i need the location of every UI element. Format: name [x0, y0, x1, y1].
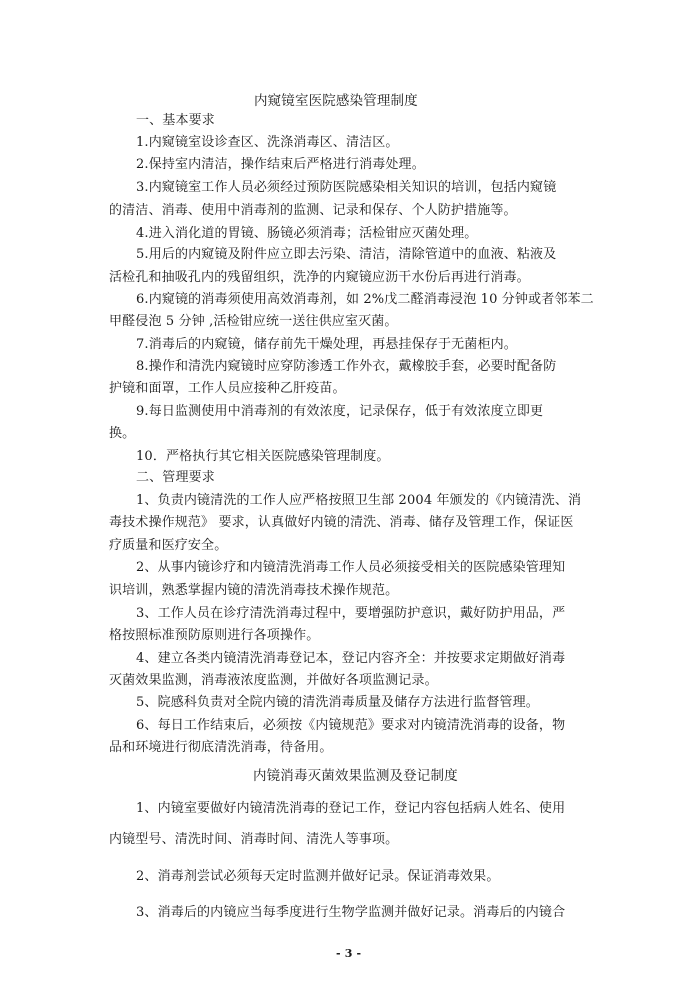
section-heading: 一、基本要求 — [136, 113, 215, 128]
paragraph-line: 毒技术操作规范》 要求，认真做好内镜的清洗、消毒、储存及管理工作，保证医 — [109, 515, 574, 530]
paragraph-line: 格按照标准预防原则进行各项操作。 — [109, 628, 320, 643]
paragraph-line: 1.内窥镜室设诊查区、洗涤消毒区、清洁区。 — [136, 135, 399, 150]
paragraph-line: 换。 — [109, 426, 136, 441]
paragraph-line: 4.进入消化道的胃镜、肠镜必须消毒；活检钳应灭菌处理。 — [136, 226, 478, 241]
paragraph-line: 疗质量和医疗安全。 — [109, 538, 228, 553]
paragraph-line: 1、内镜室要做好内镜清洗消毒的登记工作，登记内容包括病人姓名、使用 — [136, 801, 566, 816]
paragraph-line: 6、每日工作结束后，必须按《内镜规范》要求对内镜清洗消毒的设备，物 — [136, 718, 566, 733]
paragraph-line: 活检孔和抽吸孔内的残留组织，洗净的内窥镜应沥干水份后再进行消毒。 — [109, 270, 530, 285]
paragraph-line: 内镜型号、清洗时间、消毒时间、清洗人等事项。 — [109, 832, 399, 847]
paragraph-line: 护镜和面罩，工作人员应接种乙肝疫苗。 — [109, 381, 346, 396]
paragraph-line: 3.内窥镜室工作人员必须经过预防医院感染相关知识的培训，包括内窥镜 — [136, 180, 557, 195]
page-number: - 3 - — [336, 947, 362, 960]
paragraph-line: 3、工作人员在诊疗清洗消毒过程中，要增强防护意识，戴好防护用品，严 — [136, 606, 566, 621]
paragraph-line: 2、消毒剂尝试必须每天定时监测并做好记录。保证消毒效果。 — [136, 869, 500, 884]
paragraph-line: 9.每日监测使用中消毒剂的有效浓度，记录保存，低于有效浓度立即更 — [136, 404, 544, 419]
paragraph-line: 8.操作和清洗内窥镜时应穿防渗透工作外衣，戴橡胶手套，必要时配备防 — [136, 359, 557, 374]
paragraph-line: 的清洁、消毒、使用中消毒剂的监测、记录和保存、个人防护措施等。 — [109, 203, 517, 218]
paragraph-line: 4、建立各类内镜清洗消毒登记本，登记内容齐全：并按要求定期做好消毒 — [136, 651, 566, 666]
paragraph-line: 1、负责内镜清洗的工作人应严格按照卫生部 2004 年颁发的《内镜清洗、消 — [136, 493, 582, 508]
paragraph-line: 7.消毒后的内窥镜，储存前先干燥处理，再悬挂保存于无菌柜内。 — [136, 337, 517, 352]
paragraph-line: 5.用后的内窥镜及附件应立即去污染、清洁，清除管道中的血液、粘液及 — [136, 247, 557, 262]
paragraph-line: 甲醛侵泡 5 分钟 ,活检钳应统一送往供应室灭菌。 — [109, 314, 398, 329]
paragraph-line: 灭菌效果监测，消毒液浓度监测，并做好各项监测记录。 — [109, 673, 438, 688]
paragraph-line: 6.内窥镜的消毒须使用高效消毒剂，如 2%戊二醛消毒浸泡 10 分钟或者邻苯二 — [136, 292, 594, 307]
paragraph-line: 5、院感科负责对全院内镜的清洗消毒质量及储存方法进行监督管理。 — [136, 695, 539, 710]
second-title: 内镜消毒灭菌效果监测及登记制度 — [253, 768, 458, 784]
document-title: 内窥镜室医院感染管理制度 — [254, 93, 418, 109]
paragraph-line: 识培训，熟悉掌握内镜的清洗消毒技术操作规范。 — [109, 583, 399, 598]
paragraph-line: 品和环境进行彻底清洗消毒，待备用。 — [109, 740, 333, 755]
section-heading: 二、管理要求 — [136, 470, 215, 485]
paragraph-line: 2.保持室内清洁，操作结束后严格进行消毒处理。 — [136, 157, 425, 172]
paragraph-line: 3、消毒后的内镜应当每季度进行生物学监测并做好记录。消毒后的内镜合 — [136, 905, 566, 920]
paragraph-line: 10．严格执行其它相关医院感染管理制度。 — [136, 449, 390, 464]
paragraph-line: 2、从事内镜诊疗和内镜清洗消毒工作人员必须接受相关的医院感染管理知 — [136, 560, 566, 575]
